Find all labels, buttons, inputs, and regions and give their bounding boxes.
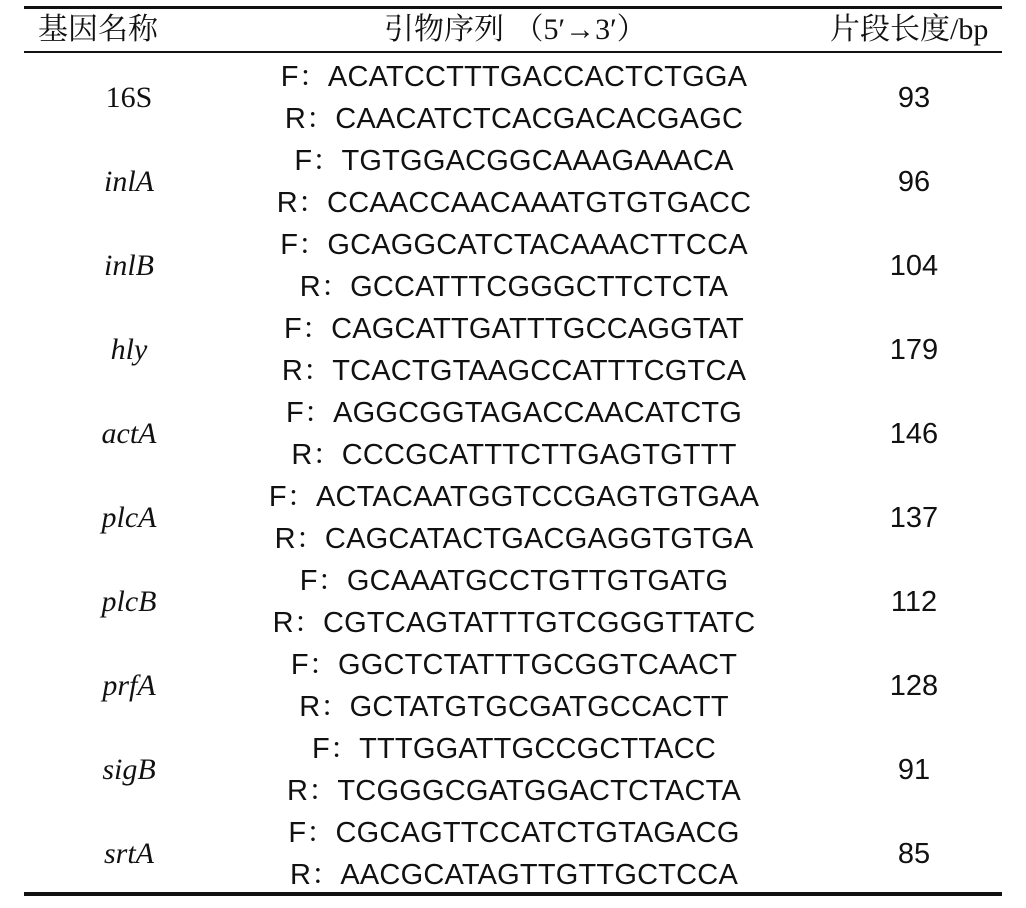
reverse-primer-cell: R：CGTCAGTATTTGTCGGGTTATC bbox=[272, 607, 756, 639]
fragment-length-cell: 179 bbox=[889, 334, 939, 366]
fragment-length-cell: 112 bbox=[890, 586, 938, 618]
forward-primer-cell: F：GCAAATGCCTGTTGTGATG bbox=[299, 565, 729, 597]
primer-table bbox=[24, 6, 1002, 896]
reverse-primer-cell: R：CAGCATACTGACGAGGTGTGA bbox=[274, 523, 754, 555]
reverse-primer-cell: R：AACGCATAGTTGTTGCTCCA bbox=[290, 859, 738, 891]
forward-primer-cell: F：ACATCCTTTGACCACTCTGGA bbox=[280, 61, 748, 93]
forward-primer-cell: F：ACTACAATGGTCCGAGTGTGAA bbox=[268, 481, 760, 513]
reverse-primer-cell: R：TCACTGTAAGCCATTTCGTCA bbox=[281, 355, 747, 387]
header-primer-sequence bbox=[384, 9, 647, 51]
gene-name-cell: 16S bbox=[105, 81, 153, 114]
table-row bbox=[24, 140, 1002, 224]
table-row bbox=[24, 224, 1002, 308]
header-primer-sequence-label: 引物序列 bbox=[384, 12, 514, 47]
table-row bbox=[24, 392, 1002, 476]
header-primer-direction: （5′→3′） bbox=[513, 13, 647, 46]
gene-name-cell: actA bbox=[101, 417, 157, 450]
gene-name-cell: plcB bbox=[101, 585, 157, 618]
table-row bbox=[24, 728, 1002, 812]
fragment-length-cell: 104 bbox=[889, 250, 939, 282]
forward-primer-cell: F：TTTGGATTGCCGCTTACC bbox=[311, 733, 717, 765]
fragment-length-cell: 146 bbox=[889, 418, 939, 450]
table-header bbox=[24, 9, 1002, 53]
fragment-length-cell: 137 bbox=[889, 502, 939, 534]
reverse-primer-cell: R：CCCGCATTTCTTGAGTGTTT bbox=[291, 439, 737, 471]
fragment-length-cell: 96 bbox=[897, 166, 931, 198]
reverse-primer-cell: R：CCAACCAACAAATGTGTGACC bbox=[276, 187, 752, 219]
gene-name-cell: sigB bbox=[102, 753, 156, 786]
forward-primer-cell: F：TGTGGACGGCAAAGAAACA bbox=[294, 145, 734, 177]
header-fragment-length bbox=[830, 9, 988, 51]
gene-name-cell: prfA bbox=[102, 669, 156, 702]
gene-name-cell: inlA bbox=[104, 165, 154, 198]
fragment-length-cell: 93 bbox=[897, 82, 931, 114]
reverse-primer-cell: R：GCCATTTCGGGCTTCTCTA bbox=[299, 271, 729, 303]
fragment-length-cell: 85 bbox=[897, 838, 931, 870]
forward-primer-cell: F：GGCTCTATTTGCGGTCAACT bbox=[290, 649, 738, 681]
gene-name-cell: inlB bbox=[104, 249, 154, 282]
header-gene-name: 基因名称 bbox=[38, 12, 158, 47]
forward-primer-cell: F：AGGCGGTAGACCAACATCTG bbox=[285, 397, 743, 429]
gene-name-cell: hly bbox=[110, 333, 148, 366]
table-row bbox=[24, 560, 1002, 644]
table-row bbox=[24, 812, 1002, 896]
forward-primer-cell: F：GCAGGCATCTACAAACTTCCA bbox=[280, 229, 748, 261]
table-row bbox=[24, 56, 1002, 140]
gene-name-cell: plcA bbox=[101, 501, 157, 534]
reverse-primer-cell: R：CAACATCTCACGACACGAGC bbox=[284, 103, 744, 135]
reverse-primer-cell: R：GCTATGTGCGATGCCACTT bbox=[299, 691, 729, 723]
table-row bbox=[24, 476, 1002, 560]
reverse-primer-cell: R：TCGGGCGATGGACTCTACTA bbox=[287, 775, 741, 807]
table-row bbox=[24, 644, 1002, 728]
gene-name-cell: srtA bbox=[103, 837, 154, 870]
header-fragment-length-unit: /bp bbox=[950, 13, 989, 46]
fragment-length-cell: 128 bbox=[889, 670, 939, 702]
forward-primer-cell: F：CAGCATTGATTTGCCAGGTAT bbox=[284, 313, 744, 345]
fragment-length-cell: 91 bbox=[897, 754, 931, 786]
header-fragment-length-label: 片段长度 bbox=[830, 12, 950, 47]
table-row bbox=[24, 308, 1002, 392]
forward-primer-cell: F：CGCAGTTCCATCTGTAGACG bbox=[288, 817, 740, 849]
